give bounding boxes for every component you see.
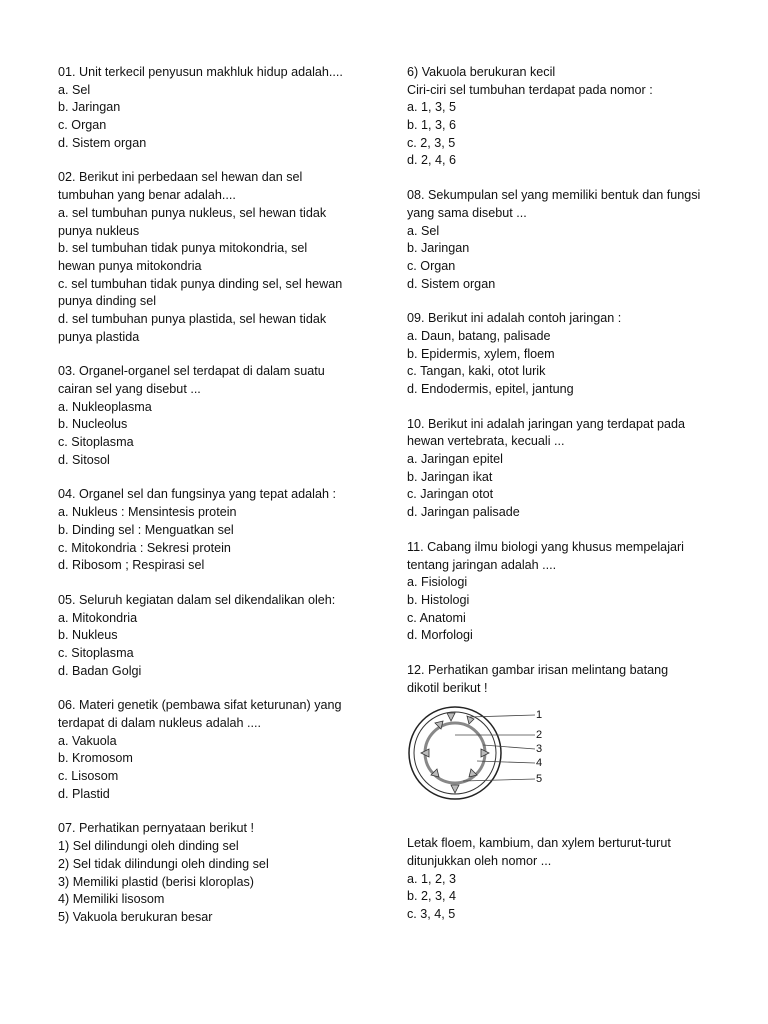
question-text: tentang jaringan adalah .... <box>407 557 557 572</box>
option-text: c. Anatomi <box>407 610 466 625</box>
option-text: b. Histologi <box>407 592 470 607</box>
right-column <box>407 64 727 941</box>
question-text: 11. Cabang ilmu biologi yang khusus mempelajari <box>407 539 684 554</box>
option-text: b. sel tumbuhan tidak punya mitokondria, sel <box>58 241 308 256</box>
option-text: d. Sitosol <box>58 452 110 467</box>
left-column <box>58 64 378 944</box>
option-text: punya nukleus <box>58 223 140 238</box>
option-text: d. Jaringan palisade <box>407 505 520 520</box>
option-text: a. Sel <box>58 82 91 97</box>
option-text: b. Dinding sel : Menguatkan sel <box>58 522 234 537</box>
option-text: a. Fisiologi <box>407 575 468 590</box>
option-text: d. Ribosom ; Respirasi sel <box>58 558 205 573</box>
option-text: b. Epidermis, xylem, floem <box>407 346 555 361</box>
option-text: c. 2, 3, 5 <box>407 135 456 150</box>
option-text: punya dinding sel <box>58 294 157 309</box>
option-text: a. Vakuola <box>58 733 117 748</box>
question-block <box>58 486 378 574</box>
question-text: 6) Vakuola berukuran kecil <box>407 65 556 79</box>
question-block <box>58 820 378 926</box>
question-text: 05. Seluruh kegiatan dalam sel dikendalikan oleh: <box>58 592 336 607</box>
option-text: c. Sitoplasma <box>58 645 134 660</box>
figure-label: 2 <box>535 729 543 742</box>
question-text: Letak floem, kambium, dan xylem berturut-turut <box>407 836 671 851</box>
option-text: d. Sistem organ <box>407 276 496 291</box>
option-text: c. Tangan, kaki, otot lurik <box>407 364 546 379</box>
question-text: 04. Organel sel dan fungsinya yang tepat adalah : <box>58 487 336 502</box>
option-text: c. 3, 4, 5 <box>407 907 456 922</box>
option-text: a. Mitokondria <box>58 610 138 625</box>
question-text: cairan sel yang disebut ... <box>58 382 201 396</box>
question-text: 03. Organel-organel sel terdapat di dalam suatu <box>58 364 325 379</box>
option-text: b. 1, 3, 6 <box>407 118 457 133</box>
option-text: a. Nukleoplasma <box>58 399 152 414</box>
question-text: tumbuhan yang benar adalah.... <box>58 188 236 203</box>
question-text: Ciri-ciri sel tumbuhan terdapat pada nomor : <box>407 82 653 97</box>
option-text: b. Nukleus <box>58 628 118 643</box>
question-block <box>58 697 378 803</box>
question-text: 12. Perhatikan gambar irisan melintang batang <box>407 662 669 677</box>
question-text: 07. Perhatikan pernyataan berikut ! <box>58 821 255 836</box>
option-text: c. sel tumbuhan tidak punya dinding sel, sel hewan <box>58 276 343 291</box>
question-block <box>58 169 378 346</box>
option-text: c. Lisosom <box>58 769 119 784</box>
stem-cross-section-figure <box>407 701 557 805</box>
question-block <box>58 64 378 152</box>
option-text: d. Badan Golgi <box>58 663 142 678</box>
option-text: b. Jaringan ikat <box>407 469 493 484</box>
question-block <box>407 310 727 398</box>
question-text: 09. Berikut ini adalah contoh jaringan : <box>407 311 622 326</box>
option-text: b. Jaringan <box>58 100 121 115</box>
question-text: dikotil berikut ! <box>407 680 488 695</box>
question-text: hewan vertebrata, kecuali ... <box>407 434 565 449</box>
option-text: 4) Memiliki lisosom <box>58 892 165 907</box>
option-text: d. 2, 4, 6 <box>407 153 457 168</box>
option-text: c. Organ <box>58 118 107 133</box>
question-text: ditunjukkan oleh nomor ... <box>407 854 552 868</box>
option-text: hewan punya mitokondria <box>58 258 202 273</box>
option-text: d. Endodermis, epitel, jantung <box>407 382 574 396</box>
option-text: 1) Sel dilindungi oleh dinding sel <box>58 839 239 854</box>
option-text: b. Kromosom <box>58 751 133 766</box>
figure-label: 3 <box>535 743 543 756</box>
question-block <box>58 592 378 680</box>
question-block <box>407 539 727 645</box>
option-text: a. Jaringan epitel <box>407 452 503 467</box>
figure-label: 1 <box>535 709 543 722</box>
question-text: 01. Unit terkecil penyusun makhluk hidup adalah.... <box>58 65 343 79</box>
option-text: d. Sistem organ <box>58 135 147 150</box>
option-text: b. Nucleolus <box>58 417 128 432</box>
option-text: c. Organ <box>407 258 456 273</box>
question-block <box>407 416 727 522</box>
option-text: d. Plastid <box>58 786 110 801</box>
option-text: a. Sel <box>407 223 440 238</box>
option-text: c. Mitokondria : Sekresi protein <box>58 540 231 555</box>
option-text: a. Daun, batang, palisade <box>407 328 551 343</box>
option-text: a. sel tumbuhan punya nukleus, sel hewan tidak <box>58 205 327 220</box>
option-text: a. Nukleus : Mensintesis protein <box>58 505 237 520</box>
question-block <box>407 64 727 170</box>
figure-label: 5 <box>535 773 543 786</box>
option-text: 3) Memiliki plastid (berisi kloroplas) <box>58 874 254 889</box>
option-text: d. Morfologi <box>407 628 473 643</box>
option-text: punya plastida <box>58 329 140 344</box>
question-text: 06. Materi genetik (pembawa sifat keturunan) yang <box>58 698 342 713</box>
question-text: yang sama disebut ... <box>407 205 527 220</box>
question-block <box>407 187 727 293</box>
question-text: 02. Berikut ini perbedaan sel hewan dan sel <box>58 170 303 185</box>
option-text: c. Sitoplasma <box>58 435 134 450</box>
question-text: 10. Berikut ini adalah jaringan yang terdapat pada <box>407 416 685 431</box>
option-text: b. 2, 3, 4 <box>407 889 457 904</box>
question-12 <box>407 662 727 924</box>
option-text: b. Jaringan <box>407 241 470 256</box>
option-text: 5) Vakuola berukuran besar <box>58 909 213 924</box>
option-text: 2) Sel tidak dilindungi oleh dinding sel <box>58 856 269 871</box>
question-text: 08. Sekumpulan sel yang memiliki bentuk dan fungsi <box>407 188 701 203</box>
option-text: c. Jaringan otot <box>407 487 494 502</box>
option-text: a. 1, 2, 3 <box>407 871 457 886</box>
option-text: d. sel tumbuhan punya plastida, sel hewan tidak <box>58 311 327 326</box>
option-text: a. 1, 3, 5 <box>407 100 457 115</box>
question-block <box>58 363 378 469</box>
figure-label: 4 <box>535 757 543 770</box>
question-text: terdapat di dalam nukleus adalah .... <box>58 716 262 730</box>
